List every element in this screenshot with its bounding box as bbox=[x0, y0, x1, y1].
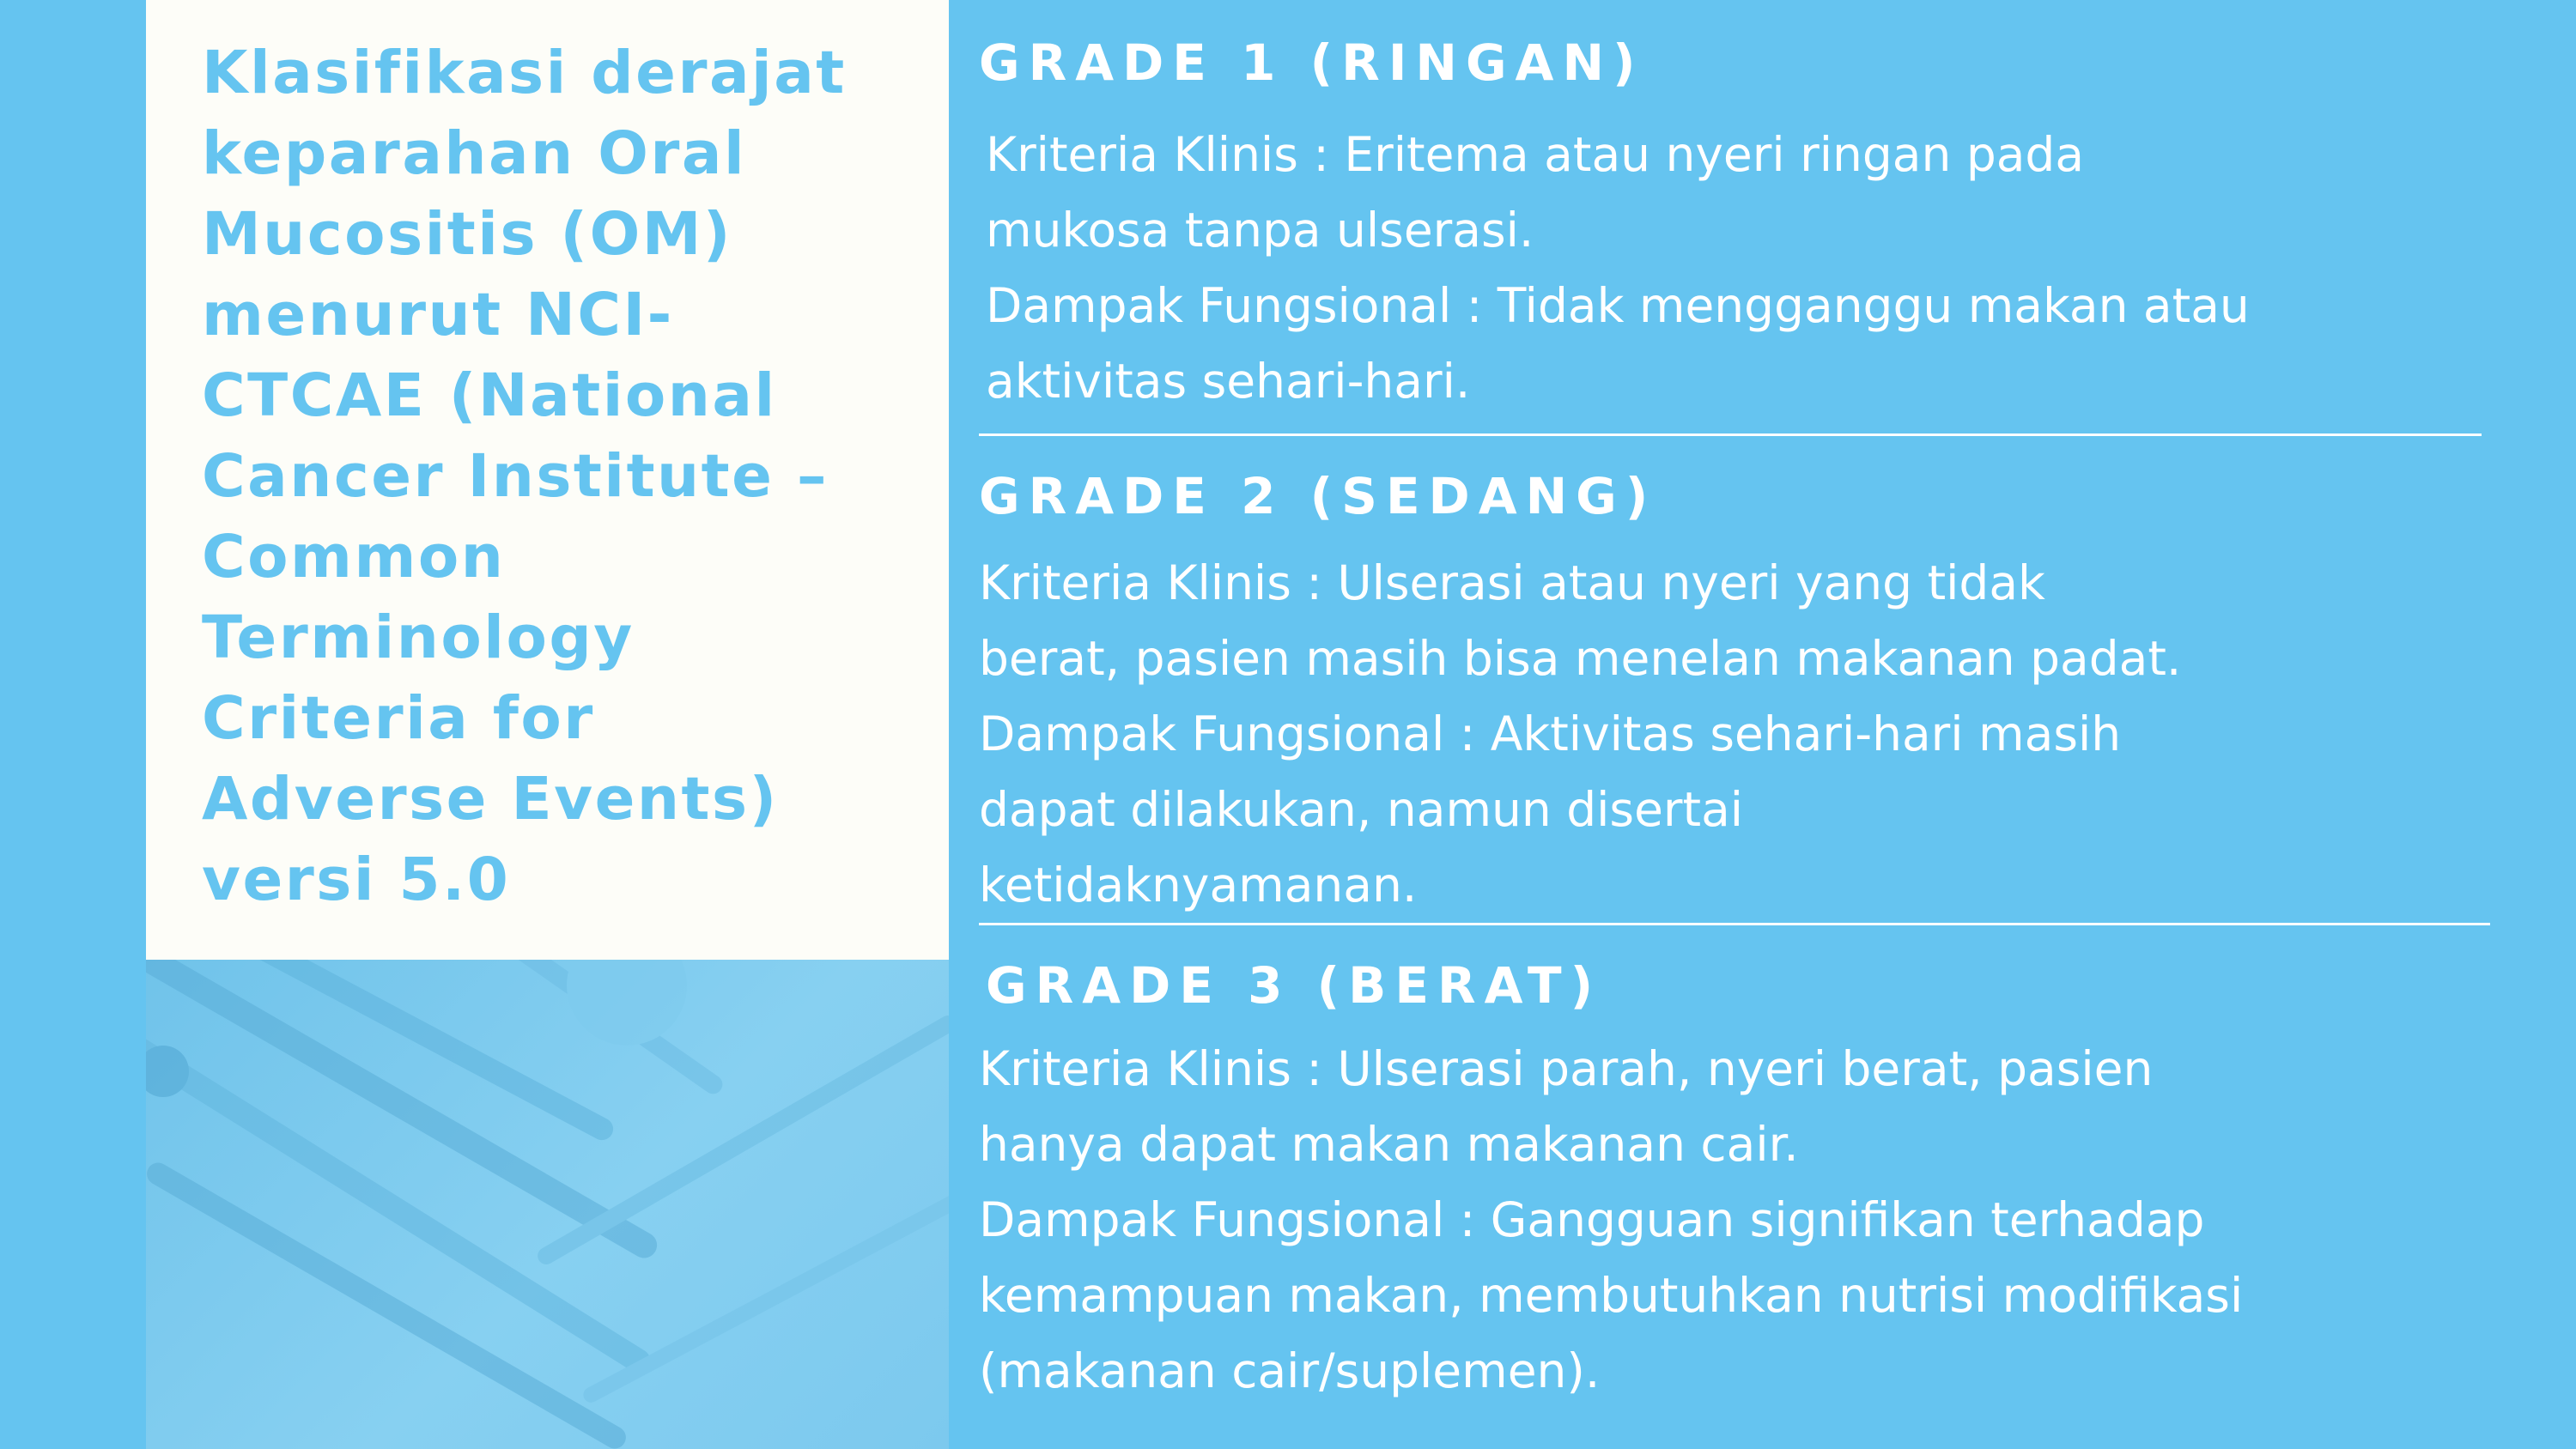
title-panel bbox=[146, 0, 949, 960]
dental-instruments-image bbox=[146, 960, 949, 1449]
grade-3-description: Kriteria Klinis : Ulserasi parah, nyeri berat, pasien hanya dapat makan makanan cair. Dampak Fungsional : Gangguan signifikan terhadap kemampuan makan, membutuhkan nutrisi modifikasi (makanan cair/suplemen). bbox=[979, 1041, 2244, 1398]
grade-1-divider bbox=[979, 433, 2482, 436]
grade-1-heading: GRADE 1 (RINGAN) bbox=[979, 33, 1644, 92]
page-title: Klasifikasi derajat keparahan Oral Mucositis (OM) menurut NCI- CTCAE (National Cancer Institute – Common Terminology Criteria for Adverse Events) versi 5.0 bbox=[202, 39, 847, 914]
grade-2-description: Kriteria Klinis : Ulserasi atau nyeri yang tidak berat, pasien masih bisa menelan makanan padat. Dampak Fungsional : Aktivitas sehari-hari masih dapat dilakukan, namun disertai ketidaknyamanan. bbox=[979, 555, 2182, 912]
grade-1-description: Kriteria Klinis : Eritema atau nyeri ringan pada mukosa tanpa ulserasi. Dampak Fungsional : Tidak mengganggu makan atau aktivitas sehari-hari. bbox=[986, 127, 2250, 409]
grade-3-heading: GRADE 3 (BERAT) bbox=[986, 956, 1602, 1015]
grade-2-divider bbox=[979, 923, 2490, 925]
grade-2-heading: GRADE 2 (SEDANG) bbox=[979, 467, 1657, 525]
